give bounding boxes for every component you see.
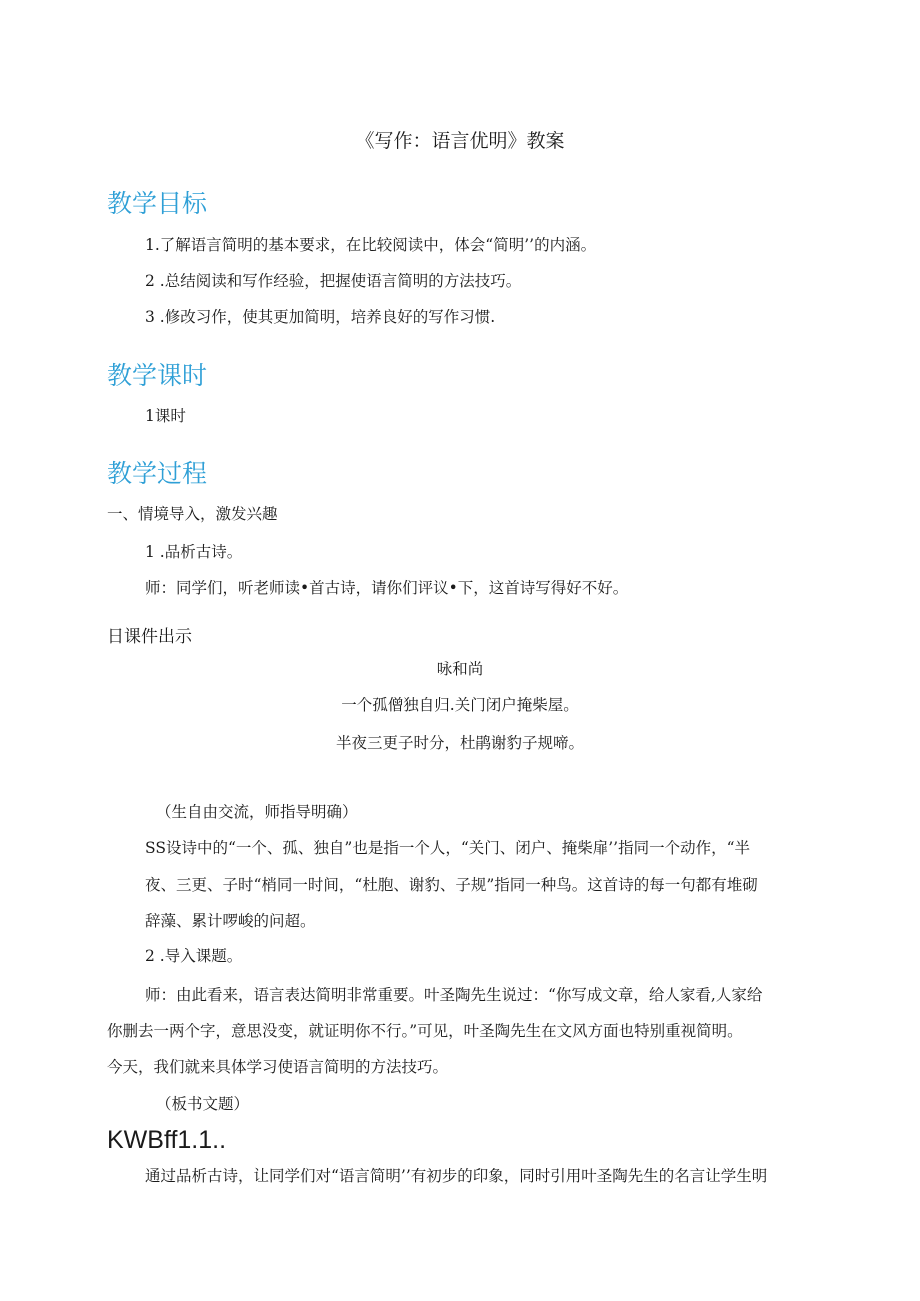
board-note: （板书文题） <box>156 1095 250 1113</box>
heading-teaching-hours: 教学课时 <box>107 361 208 390</box>
poem-line-2: 半夜三更子时分，杜鹃谢豹子规啼。 <box>335 734 584 752</box>
courseware-label: 日课件出示 <box>107 627 192 647</box>
process-step-1: 1 .品析古诗。 <box>145 543 243 561</box>
poem-title: 咏和尚 <box>436 660 484 678</box>
goal-item-1: 1.了解语言简明的基本要求，在比较阅读中，体会“简明’’的内涵。 <box>145 236 597 254</box>
analysis-line-3: 辞藻、累计啰峻的问超。 <box>145 912 316 930</box>
teacher-line-2b: 你删去一两个字，意思没变，就证明你不行。”可见，叶圣陶先生在文风方面也特别重视简明。 <box>107 1022 743 1040</box>
teacher-line-2a: 师：由此看来，语言表达简明非常重要。叶圣陶先生说过：“你写成文章，给人家看,人家给 <box>145 986 763 1004</box>
process-part-1: 一、情境导入，激发兴趣 <box>107 505 278 523</box>
heading-teaching-process: 教学过程 <box>107 459 208 488</box>
process-step-2: 2 .导入课题。 <box>145 947 243 965</box>
teacher-line-2c: 今天，我们就来具体学习使语言简明的方法技巧。 <box>107 1058 449 1076</box>
discussion-note: （生自由交流，师指导明确） <box>156 803 358 821</box>
analysis-line-2: 夜、三更、子时“梢同一时间，“杜胞、谢豹、子规”指同一种鸟。这首诗的每一句都有堆砌 <box>145 876 758 894</box>
heading-teaching-goals: 教学目标 <box>107 189 208 218</box>
analysis-line-1: SS设诗中的“一个、孤、独自”也是指一个人，“关门、闭户、掩柴扉’’指同一个动作，“半 <box>145 839 751 857</box>
teacher-line-1: 师：同学们，听老师读•首古诗，请你们评议•下，这首诗写得好不好。 <box>145 579 629 597</box>
hours-text: 1课时 <box>145 407 186 425</box>
summary-line: 通过品析古诗，让同学们对“语言简明’’有初步的印象，同时引用叶圣陶先生的名言让学生明 <box>145 1167 768 1185</box>
goal-item-3: 3 .修改习作，使其更加简明，培养良好的写作习惯. <box>145 308 496 326</box>
goal-item-2: 2 .总结阅读和写作经验，把握使语言简明的方法技巧。 <box>145 272 522 290</box>
document-title: 《写作：语言优明》教案 <box>355 130 565 152</box>
kwb-heading: KWBff1.1.. <box>107 1126 227 1154</box>
poem-line-1: 一个孤僧独自归.关门闭户掩柴屋。 <box>341 696 579 714</box>
